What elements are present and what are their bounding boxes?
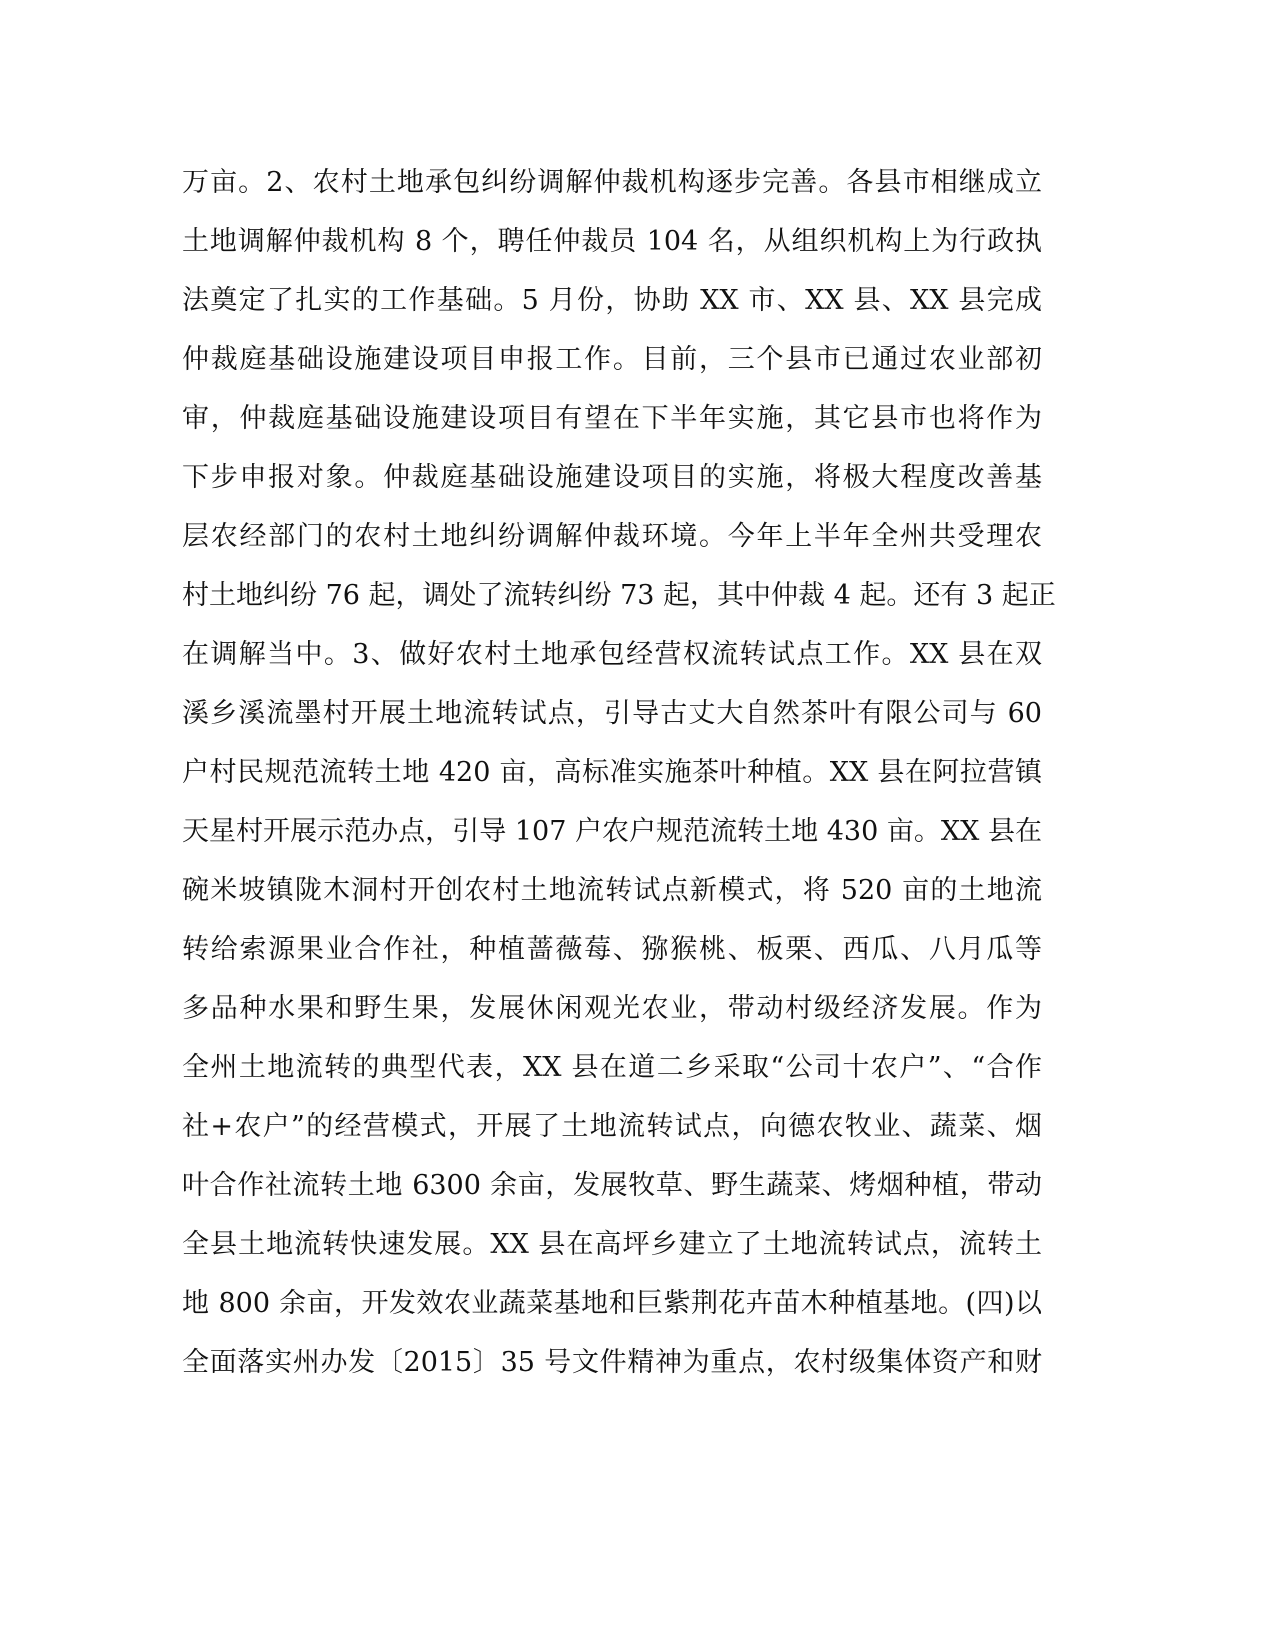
text-line: 全县土地流转快速发展。XX 县在高坪乡建立了土地流转试点，流转土 (182, 1229, 1042, 1260)
body-text (182, 158, 1056, 1397)
text-line: 下步申报对象。仲裁庭基础设施建设项目的实施，将极大程度改善基 (182, 462, 1042, 493)
text-line: 审，仲裁庭基础设施建设项目有望在下半年实施，其它县市也将作为 (182, 403, 1042, 434)
text-line: 社+农户”的经营模式，开展了土地流转试点，向德农牧业、蔬菜、烟 (182, 1111, 1042, 1142)
text-line: 溪乡溪流墨村开展土地流转试点，引导古丈大自然茶叶有限公司与 60 (182, 698, 1042, 729)
text-line: 仲裁庭基础设施建设项目申报工作。目前，三个县市已通过农业部初 (182, 344, 1042, 375)
text-line: 多品种水果和野生果，发展休闲观光农业，带动村级经济发展。作为 (182, 993, 1042, 1024)
text-line: 层农经部门的农村土地纠纷调解仲裁环境。今年上半年全州共受理农 (182, 521, 1042, 552)
text-line: 法奠定了扎实的工作基础。5 月份，协助 XX 市、XX 县、XX 县完成 (182, 285, 1042, 316)
text-line: 碗米坡镇陇木洞村开创农村土地流转试点新模式，将 520 亩的土地流 (182, 875, 1042, 906)
text-line: 土地调解仲裁机构 8 个，聘任仲裁员 104 名，从组织机构上为行政执 (182, 226, 1042, 257)
text-line: 天星村开展示范办点，引导 107 户农户规范流转土地 430 亩。XX 县在 (182, 816, 1042, 847)
text-line: 转给索源果业合作社，种植蔷薇莓、猕猴桃、板栗、西瓜、八月瓜等 (182, 934, 1042, 965)
text-line: 地 800 余亩，开发效农业蔬菜基地和巨紫荆花卉苗木种植基地。(四)以 (182, 1288, 1042, 1319)
text-line: 叶合作社流转土地 6300 余亩，发展牧草、野生蔬菜、烤烟种植，带动 (182, 1170, 1042, 1201)
text-line: 万亩。2、农村土地承包纠纷调解仲裁机构逐步完善。各县市相继成立 (182, 167, 1042, 198)
text-line: 全州土地流转的典型代表，XX 县在道二乡采取“公司十农户”、“合作 (182, 1052, 1042, 1083)
text-line: 全面落实州办发〔2015〕35 号文件精神为重点，农村级集体资产和财 (182, 1347, 1042, 1378)
text-line: 在调解当中。3、做好农村土地承包经营权流转试点工作。XX 县在双 (182, 639, 1042, 670)
text-line: 户村民规范流转土地 420 亩，高标准实施茶叶种植。XX 县在阿拉营镇 (182, 757, 1042, 788)
text-line: 村土地纠纷 76 起，调处了流转纠纷 73 起，其中仲裁 4 起。还有 3 起正 (182, 580, 1056, 611)
